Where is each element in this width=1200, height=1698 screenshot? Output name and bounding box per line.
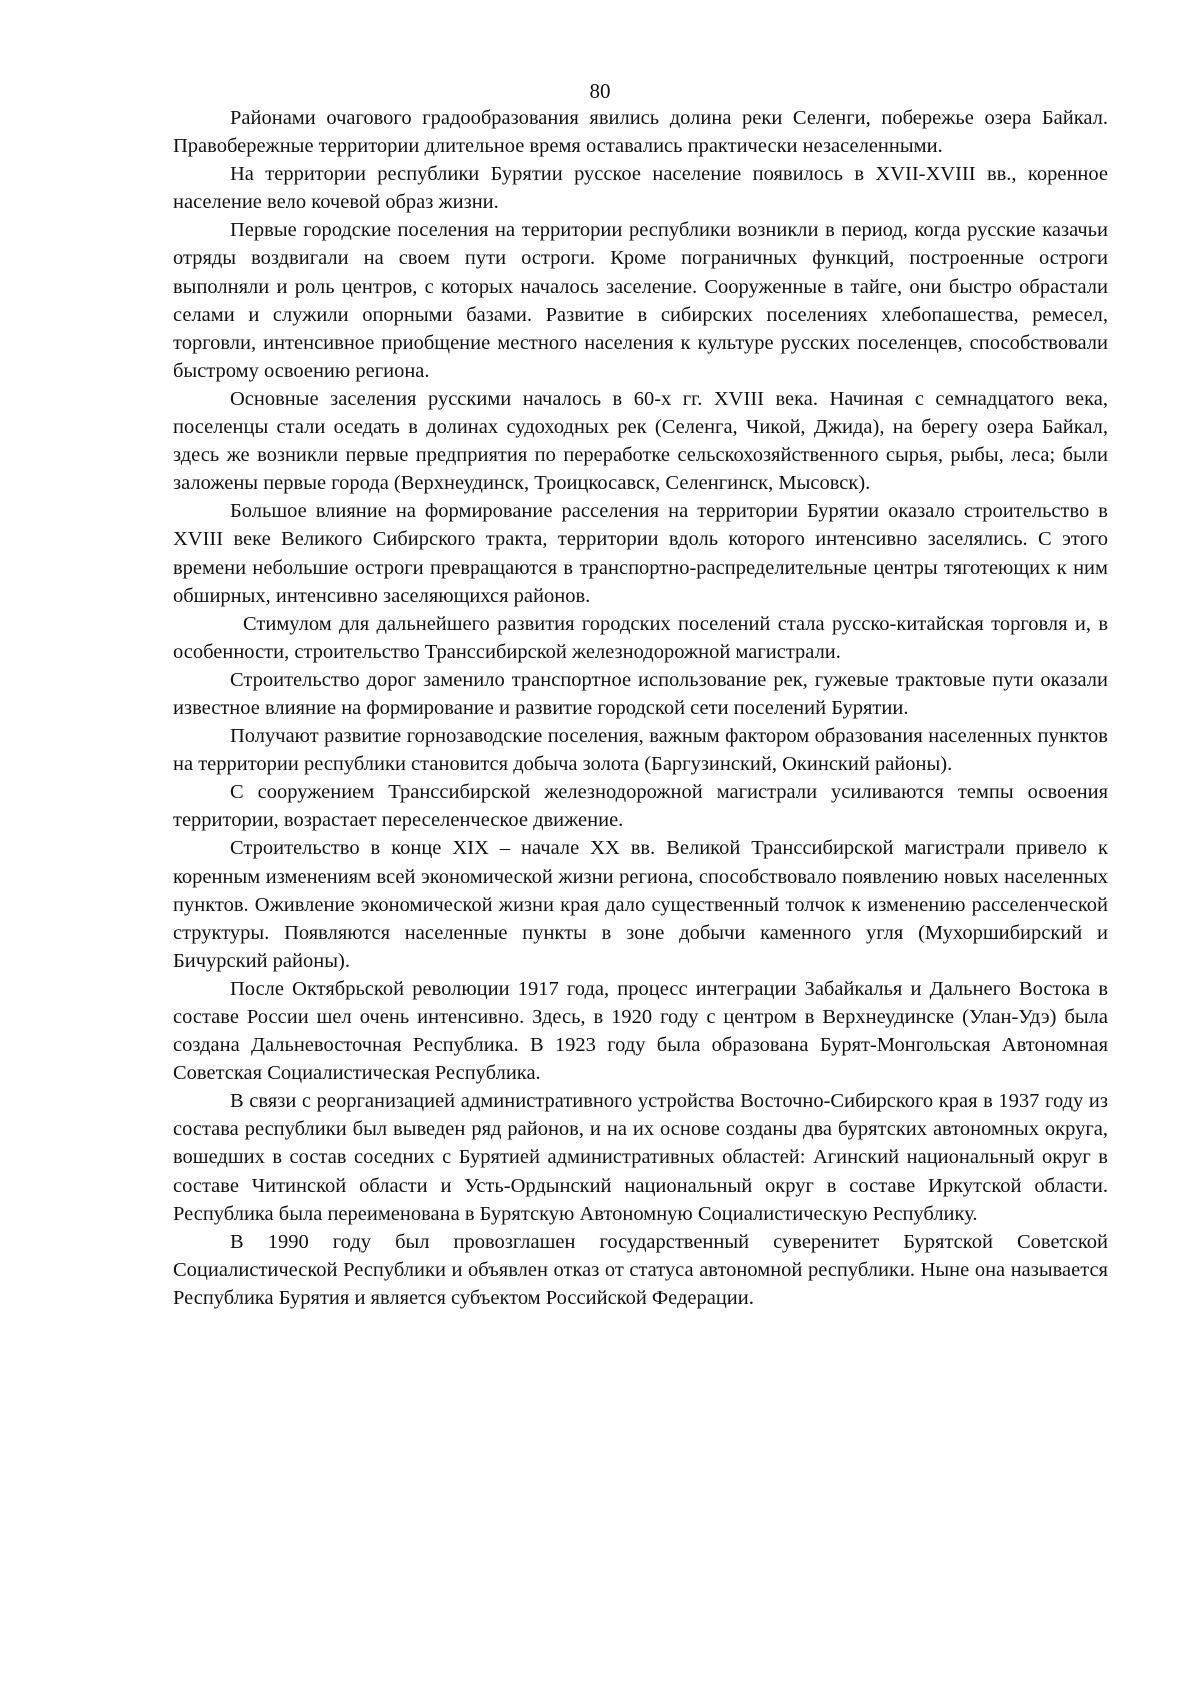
paragraph-7: Строительство дорог заменило транспортное использование рек, гужевые трактовые пути оказали известное влияние на формирование и развитие городской сети поселений Бурятии. [173,668,1108,719]
paragraph-9: С сооружением Транссибирской железнодорожной магистрали усиливаются темпы освоения территории, возрастает переселенческое движение. [173,781,1108,832]
paragraph-5: Большое влияние на формирование расселения на территории Бурятии оказало строительство в XVIII веке Великого Сибирского тракта, территории вдоль которого интенсивно заселялись. С этого времени небольшие остроги превращаются в транспортно-распределительные центры тяготеющих к ним обширных, интенсивно заселяющихся районов. [173,500,1108,607]
paragraph-3: Первые городские поселения на территории республики возникли в период, когда русские казачьи отряды воздвигали на своем пути остроги. Кроме пограничных функций, построенные остроги выполняли и роль центров, с которых началось заселение. Сооруженные в тайге, они быстро обрастали селами и служили опорными базами. Развитие в сибирских поселениях хлебопашества, ремесел, торговли, интенсивное приобщение местного населения к культуре русских поселенцев, способствовали быстрому освоению региона. [173,219,1108,382]
paragraph-8: Получают развитие горнозаводские поселения, важным фактором образования населенных пунктов на территории республики становится добыча золота (Баргузинский, Окинский районы). [173,725,1108,776]
paragraph-6: Стимулом для дальнейшего развития городских поселений стала русско-китайская торговля и, в особенности, строительство Транссибирской железнодорожной магистрали. [173,612,1108,663]
paragraph-4: Основные заселения русскими началось в 60-х гг. XVIII века. Начиная с семнадцатого века, поселенцы стали оседать в долинах судоходных рек (Селенга, Чикой, Джида), на берегу озера Байкал, здесь же возникли первые предприятия по переработке сельскохозяйственного сырья, рыбы, леса; были заложены первые города (Верхнеудинск, Троицкосавск, Селенгинск, Мысовск). [173,387,1108,495]
paragraph-1: Районами очагового градообразования явились долина реки Селенги, побережье озера Байкал. Правобережные территории длительное время оставались практически незаселенными. [173,107,1108,158]
paragraph-11: После Октябрьской революции 1917 года, процесс интеграции Забайкалья и Дальнего Востока в составе России шел очень интенсивно. Здесь, в 1920 году с центром в Верхнеудинске (Улан-Удэ) была создана Дальневосточная Республика. В 1923 году была образована Бурят-Монгольская Автономная Советская Социалистическая Республика. [173,977,1108,1085]
paragraph-10: Строительство в конце XIX – начале XX вв. Великой Транссибирской магистрали привело к коренным изменениям всей экономической жизни региона, способствовало появлению новых населенных пунктов. Оживление экономической жизни края дало существенный толчок к изменению расселенческой структуры. Появляются населенные пункты в зоне добычи каменного угля (Мухоршибирский и Бичурский районы). [173,837,1108,972]
page-number: 80 [589,79,611,103]
paragraph-12: В связи с реорганизацией административного устройства Восточно-Сибирского края в 1937 году из состава республики был выведен ряд районов, и на их основе созданы два бурятских автономных округа, вошедших в состав соседних с Бурятией административных областей: Агинский национальный округ в составе Читинской области и Усть-Ордынский национальный округ в составе Иркутской области. Республика была переименована в Бурятскую Автономную Социалистическую Республику. [173,1090,1108,1225]
body-text [173,104,1108,1312]
paragraph-13: В 1990 году был провозглашен государственный суверенитет Бурятской Советской Социалистической Республики и объявлен отказ от статуса автономной республики. Ныне она называется Республика Бурятия и является субъектом Российской Федерации. [173,1230,1108,1309]
paragraph-2: На территории республики Бурятии русское население появилось в XVII-XVIII вв., коренное население вело кочевой образ жизни. [173,163,1108,214]
